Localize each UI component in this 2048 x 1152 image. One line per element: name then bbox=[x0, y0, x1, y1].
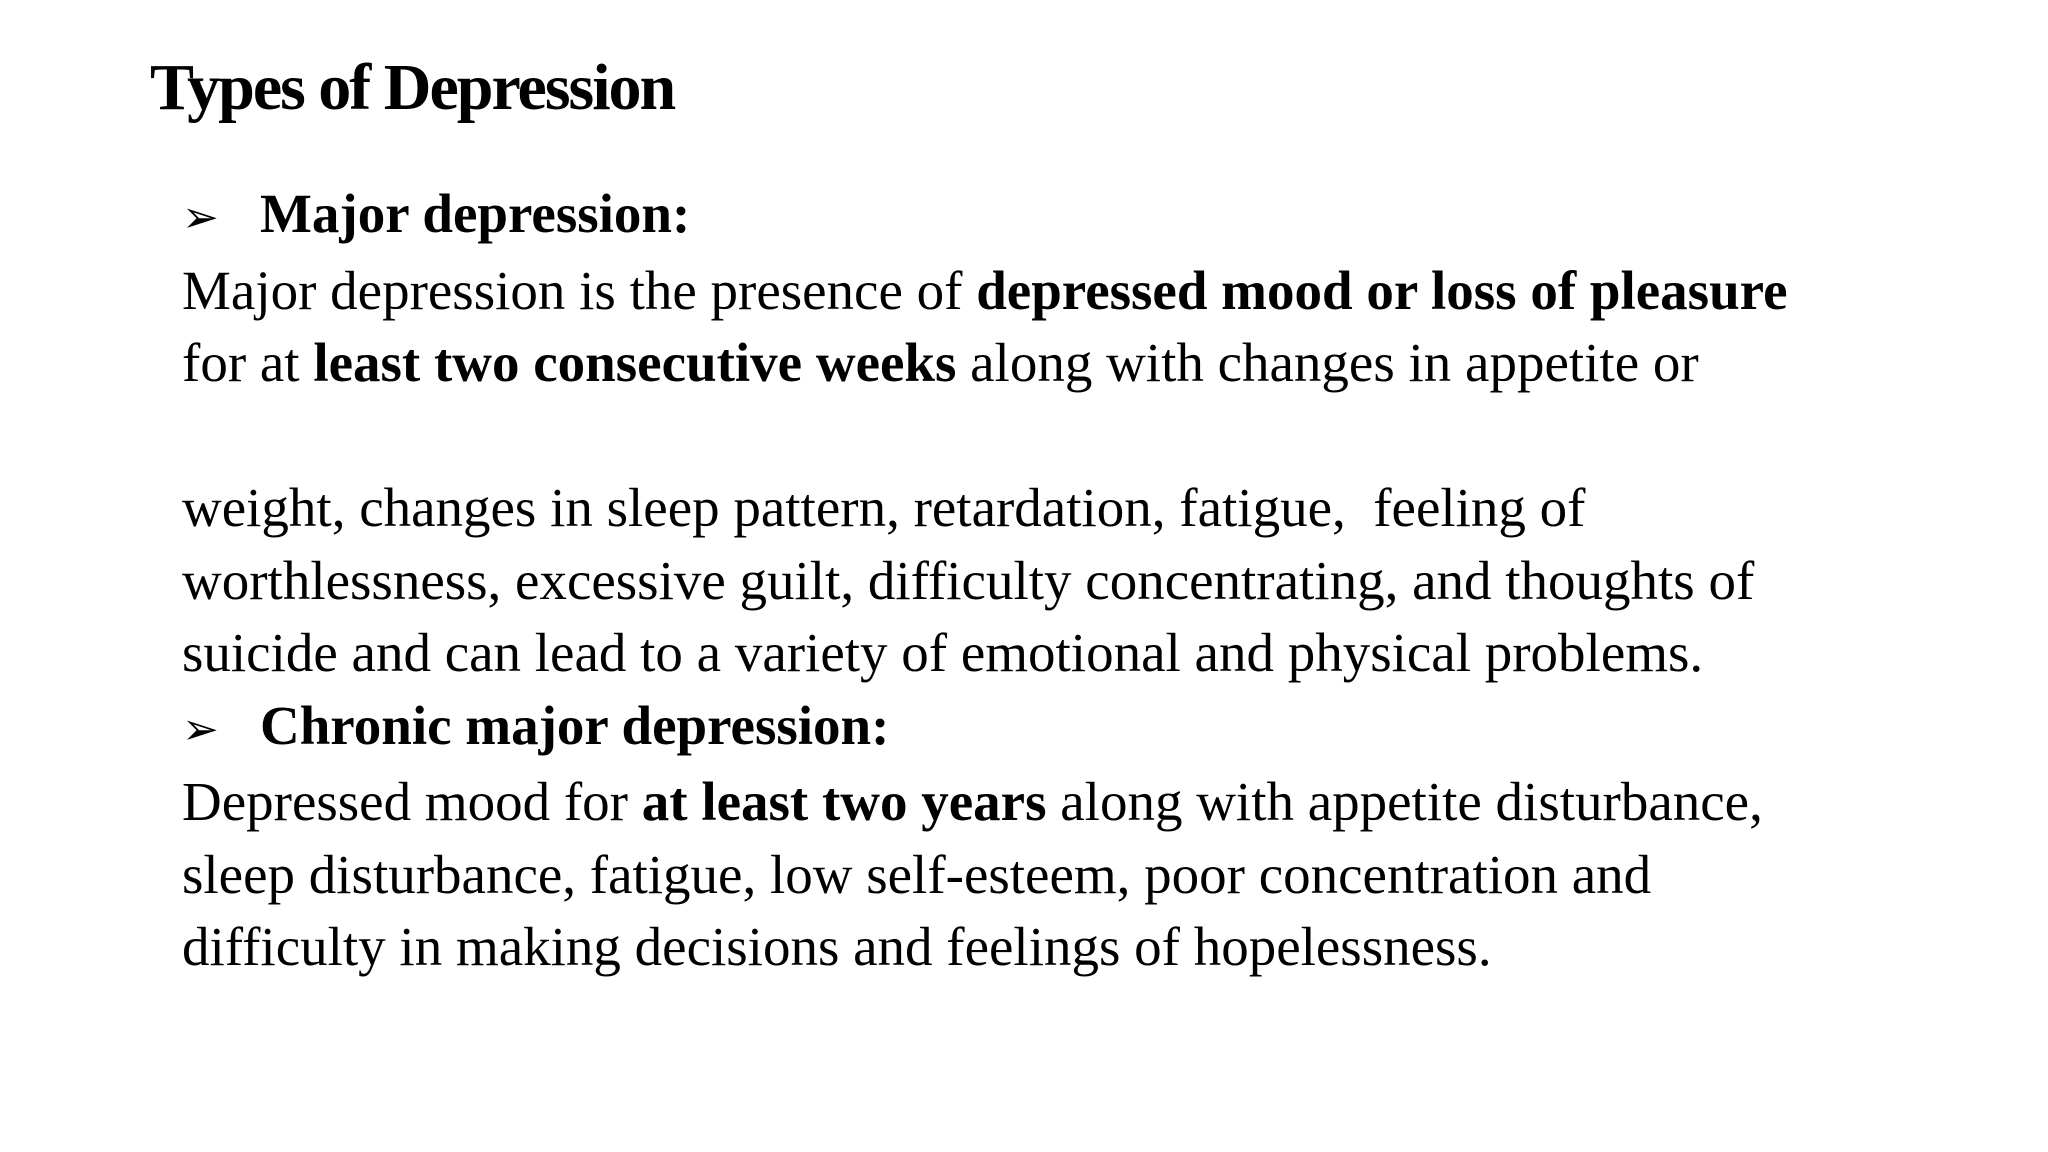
arrowhead-bullet-icon: ➢ bbox=[182, 703, 219, 755]
text-run: for at bbox=[182, 332, 314, 393]
body-line bbox=[182, 911, 2002, 984]
section-heading-text: Chronic major depression: bbox=[260, 694, 890, 756]
body-line bbox=[182, 766, 2002, 839]
text-run: sleep disturbance, fatigue, low self-esteem, poor concentration and bbox=[182, 843, 1652, 905]
body-line bbox=[182, 617, 2002, 690]
bold-text-run: depressed mood or loss of pleasure bbox=[976, 259, 1788, 321]
body-line bbox=[182, 400, 2002, 545]
text-run: Depressed mood for bbox=[182, 771, 642, 832]
section-body-chronic-major-depression bbox=[182, 766, 2002, 984]
section-body-major-depression bbox=[182, 255, 2002, 690]
body-line bbox=[182, 327, 2002, 400]
section-heading-text: Major depression: bbox=[260, 183, 691, 244]
text-run: weight, changes in sleep pattern, retardation, fatigue, feeling of bbox=[182, 477, 1586, 538]
text-run: along with appetite disturbance, bbox=[1046, 771, 1763, 832]
section-heading-chronic-major-depression bbox=[182, 690, 2002, 767]
slide-content bbox=[182, 178, 2002, 984]
text-run: worthlessness, excessive guilt, difficulty concentrating, and thoughts of bbox=[182, 549, 1755, 611]
body-line bbox=[182, 255, 2002, 328]
body-line bbox=[182, 545, 2002, 618]
arrowhead-bullet-icon: ➢ bbox=[182, 192, 219, 243]
slide-title: Types of Depression bbox=[150, 51, 675, 124]
text-run: suicide and can lead to a variety of emotional and physical problems. bbox=[182, 622, 1704, 683]
bold-text-run: at least two years bbox=[641, 771, 1047, 832]
text-run: along with changes in appetite or bbox=[956, 332, 1699, 393]
section-heading-major-depression bbox=[182, 178, 2002, 255]
text-run: difficulty in making decisions and feelings of hopelessness. bbox=[182, 916, 1492, 977]
bold-text-run: least two consecutive weeks bbox=[313, 332, 957, 393]
text-run: Major depression is the presence of bbox=[182, 259, 977, 321]
body-line bbox=[182, 839, 2002, 912]
